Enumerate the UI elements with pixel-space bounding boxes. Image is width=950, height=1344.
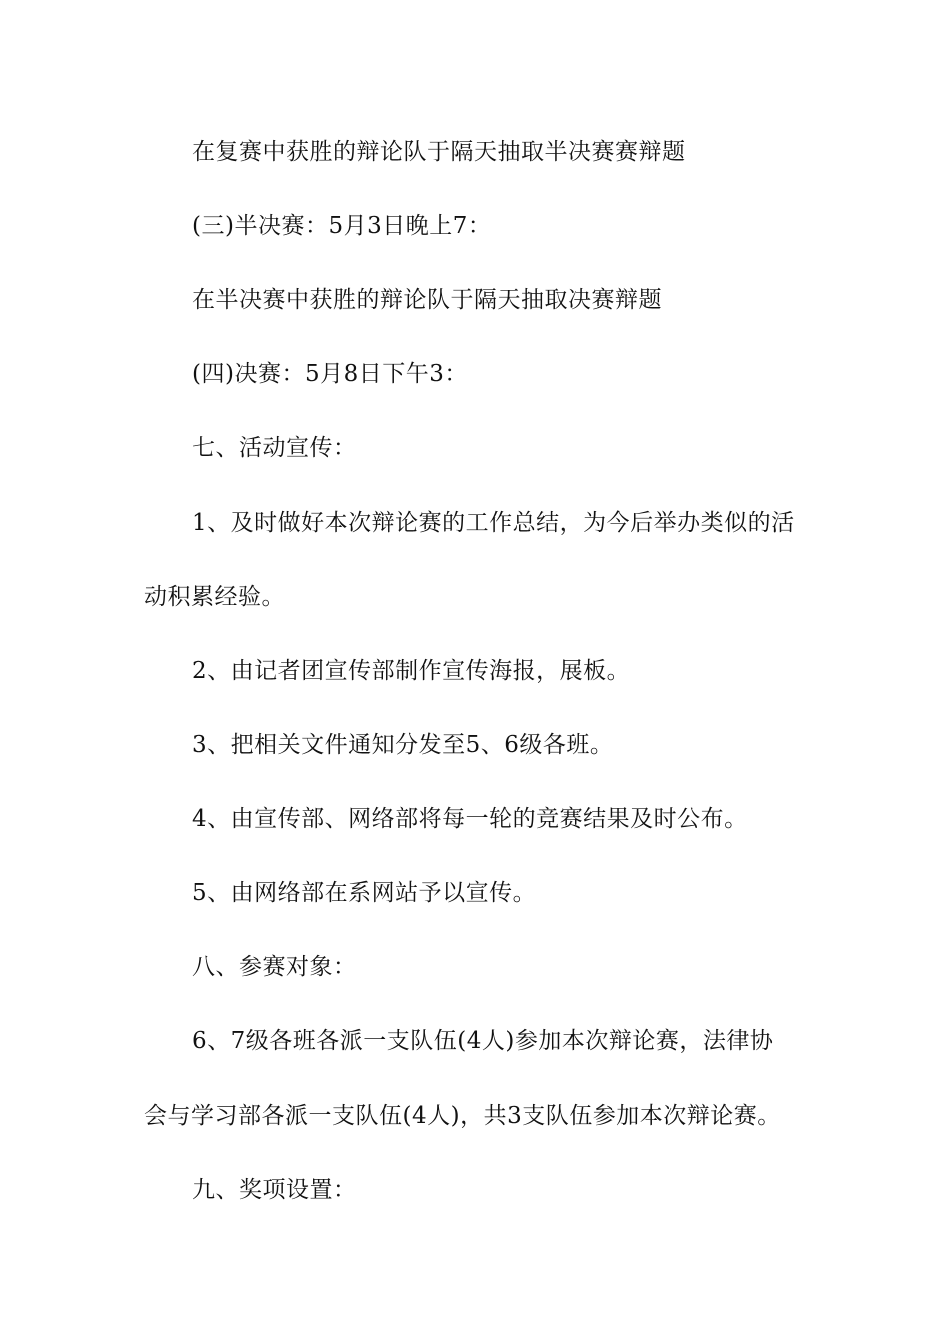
text-line: 动积累经验。 <box>144 584 285 610</box>
section-heading: 九、奖项设置： <box>192 1177 357 1203</box>
text-line: 在复赛中获胜的辩论队于隔天抽取半决赛赛辩题 <box>192 139 686 165</box>
text-line: 1、及时做好本次辩论赛的工作总结，为今后举办类似的活 <box>192 510 795 536</box>
section-heading: (四)决赛：5月8日下午3： <box>192 361 468 387</box>
text-line: 会与学习部各派一支队伍(4人)，共3支队伍参加本次辩论赛。 <box>144 1103 781 1129</box>
text-line: 5、由网络部在系网站予以宣传。 <box>192 880 537 906</box>
section-heading: 七、活动宣传： <box>192 435 357 461</box>
text-line: 6、7级各班各派一支队伍(4人)参加本次辩论赛，法律协 <box>192 1028 774 1054</box>
text-line: 在半决赛中获胜的辩论队于隔天抽取决赛辩题 <box>192 287 662 313</box>
text-line: 3、把相关文件通知分发至5、6级各班。 <box>192 732 614 758</box>
section-heading: (三)半决赛：5月3日晚上7： <box>192 213 492 239</box>
text-line: 2、由记者团宣传部制作宣传海报，展板。 <box>192 658 631 684</box>
text-line: 4、由宣传部、网络部将每一轮的竞赛结果及时公布。 <box>192 806 748 832</box>
section-heading: 八、参赛对象： <box>192 954 357 980</box>
